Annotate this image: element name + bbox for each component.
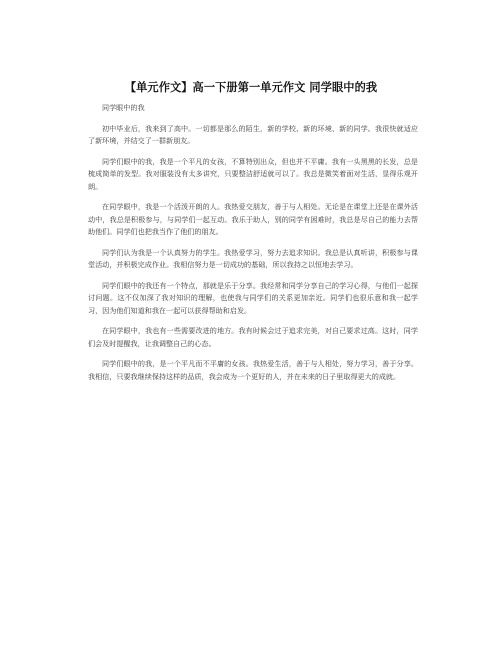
- paragraph: 同学们认为我是一个认真努力的学生。我热爱学习，努力去追求知识。我总是认真听讲，积极参与课堂活动，并积极完成作业。我相信努力是一切成功的基础，所以我持之以恒地去学习。: [88, 247, 418, 269]
- document-body: [88, 102, 418, 391]
- paragraph: 在同学眼中，我也有一些需要改进的地方。我有时候会过于追求完美，对自己要求过高。这时，同学们会及时提醒我，让我调整自己的心态。: [88, 326, 418, 348]
- paragraph: 同学们眼中的我，我是一个平凡的女孩，不算特别出众，但也并不平庸。我有一头黑黑的长发，总是梳成简单的发型。我对服装没有太多讲究，只要整洁舒适就可以了。我总是微笑着面对生活，显得乐观开朗。: [88, 156, 418, 191]
- paragraph: 同学们眼中的我还有一个特点，那就是乐于分享。我经常和同学分享自己的学习心得，与他们一起探讨问题。这不仅加深了我对知识的理解，也使我与同学们的关系更加亲近。同学们也很乐意和我一起学习，因为他们知道和我在一起可以获得帮助和启发。: [88, 280, 418, 315]
- paragraph: 初中毕业后，我来到了高中。一切都是那么的陌生，新的学校、新的环境、新的同学。我很快就适应了新环境，并结交了一群新朋友。: [88, 123, 418, 145]
- document-title: 【单元作文】高一下册第一单元作文 同学眼中的我: [124, 81, 378, 94]
- paragraph: 同学们眼中的我，是一个平凡而不平庸的女孩。我热爱生活，善于与人相处，努力学习，善于分享。我相信，只要我继续保持这样的品质，我会成为一个更好的人，并在未来的日子里取得更大的成就。: [88, 359, 418, 381]
- paragraph: 在同学眼中，我是一个活泼开朗的人。我热爱交朋友，善于与人相处。无论是在课堂上还是在课外活动中，我总是积极参与，与同学们一起互动。我乐于助人，别的同学有困难时，我总是尽自己的能力去帮助他们。同学们也把我当作了他们的朋友。: [88, 202, 418, 236]
- essay-subtitle: 同学眼中的我: [102, 103, 145, 112]
